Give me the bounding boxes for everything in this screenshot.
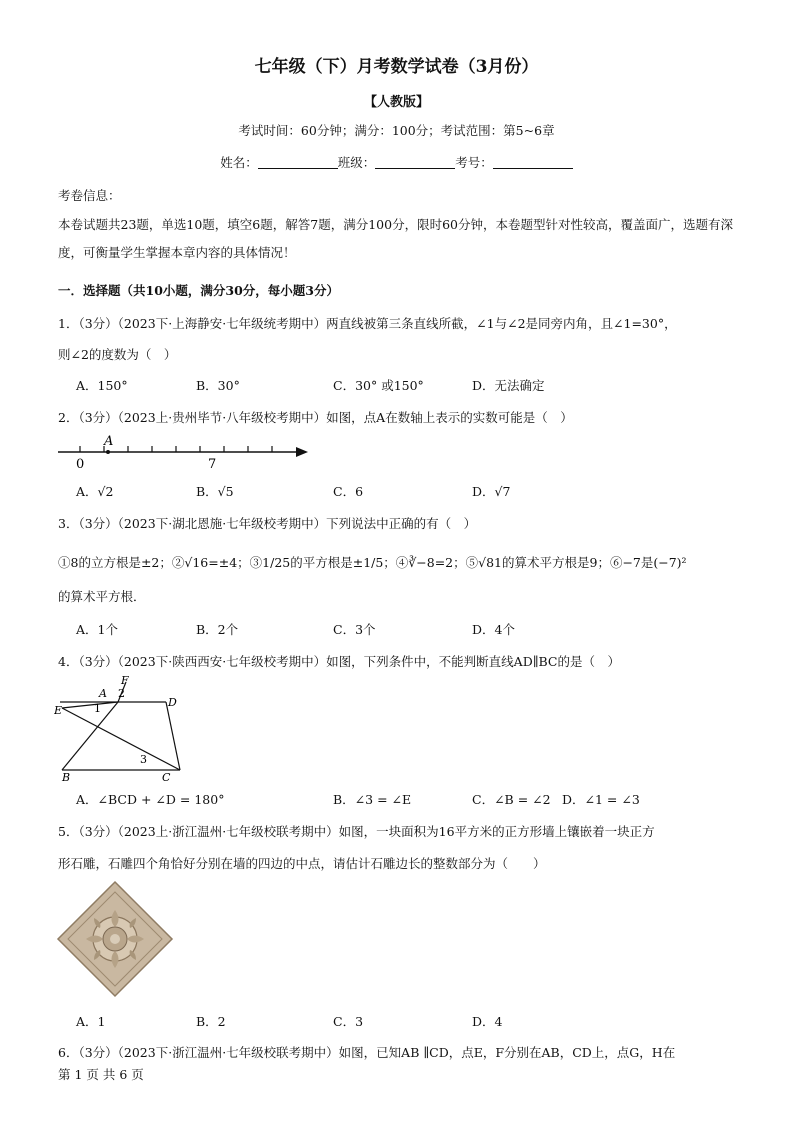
q5-option-b: B．2 bbox=[196, 1014, 226, 1029]
vertex-d-label: D bbox=[168, 696, 177, 709]
vertex-f-label: F bbox=[121, 674, 129, 687]
q3-statements-line1: ①8的立方根是±2；②√16=±4；③1/25的平方根是±1/5；④∛−8=2；⑤√81的算术平方根是9；⑥−7是(−7)² bbox=[58, 555, 687, 570]
vertex-c-label: C bbox=[162, 771, 171, 782]
page-footer: 第 1 页 共 6 页 bbox=[58, 1067, 144, 1082]
intro-text: 本卷试题共23题，单选10题，填空6题，解答7题，满分100分，限时60分钟，本卷题型针对性较高，覆盖面广，选题有深度，可衡量学生掌握本章内容的具体情况！ bbox=[58, 217, 733, 260]
q1-option-d: D．无法确定 bbox=[472, 378, 545, 393]
q2-stem: 2．（3分）（2023上·贵州毕节·八年级校考期中）如图，点A在数轴上表示的实数可能是（ ） bbox=[58, 410, 573, 425]
number-blank bbox=[493, 156, 573, 169]
point-a-dot bbox=[106, 450, 110, 454]
q4-option-d: D．∠1 = ∠3 bbox=[562, 792, 640, 807]
vertex-a-label: A bbox=[99, 687, 107, 700]
q5-option-d: D．4 bbox=[472, 1014, 503, 1029]
q3-stem: 3．（3分）（2023下·湖北恩施·七年级校考期中）下列说法中正确的有（ ） bbox=[58, 516, 477, 531]
q2-option-c: C．6 bbox=[333, 484, 364, 499]
name-blank bbox=[258, 156, 338, 169]
trapezoid-figure bbox=[54, 674, 184, 782]
q4-option-c: C．∠B = ∠2 bbox=[472, 792, 551, 807]
vertex-b-label: B bbox=[62, 771, 71, 782]
q3-option-b: B．2个 bbox=[196, 622, 239, 637]
arrow-icon bbox=[296, 447, 308, 457]
q3-statements-line2: 的算术平方根． bbox=[58, 589, 146, 604]
intro-heading: 考卷信息： bbox=[58, 188, 121, 203]
q6-stem-line1: 6．（3分）（2023下·浙江温州·七年级校联考期中）如图，已知AB ∥CD，点E，F分别在AB，CD上，点G，H在 bbox=[58, 1045, 676, 1060]
angle-1-label: 1 bbox=[94, 702, 101, 715]
tick-label-7: 7 bbox=[208, 457, 217, 472]
q2-option-a: A．√2 bbox=[76, 484, 114, 499]
page-title: 七年级（下）月考数学试卷（3月份） bbox=[254, 57, 539, 77]
tick-label-0: 0 bbox=[76, 457, 85, 472]
edition-label: 【人教版】 bbox=[363, 95, 429, 110]
vertex-e-label: E bbox=[54, 704, 63, 717]
q1-option-a: A．150° bbox=[76, 378, 128, 393]
point-a-label: A bbox=[104, 434, 114, 449]
angle-3-label: 3 bbox=[140, 753, 147, 766]
student-info-line bbox=[0, 153, 793, 171]
q3-option-d: D．4个 bbox=[472, 622, 515, 637]
q4-option-b: B．∠3 = ∠E bbox=[333, 792, 412, 807]
number-line-figure bbox=[56, 432, 316, 472]
q5-option-c: C．3 bbox=[333, 1014, 364, 1029]
stone-carving-image bbox=[56, 880, 174, 998]
q3-option-c: C．3个 bbox=[333, 622, 376, 637]
q5-stem-line1: 5．（3分）（2023上·浙江温州·七年级校联考期中）如图，一块面积为16平方米的正方形墙上镶嵌着一块正方 bbox=[58, 824, 655, 839]
q5-stem-line2: 形石雕，石雕四个角恰好分别在墙的四边的中点，请估计石雕边长的整数部分为（ ） bbox=[58, 856, 546, 871]
class-blank bbox=[375, 156, 455, 169]
angle-2-label: 2 bbox=[118, 687, 125, 700]
q1-stem-line2: 则∠2的度数为（ ） bbox=[58, 347, 177, 362]
q3-option-a: A．1个 bbox=[76, 622, 118, 637]
q5-option-a: A．1 bbox=[76, 1014, 106, 1029]
q4-option-a: A．∠BCD + ∠D = 180° bbox=[76, 792, 225, 807]
class-label: 班级： bbox=[337, 155, 376, 170]
q2-option-d: D．√7 bbox=[472, 484, 511, 499]
q1-stem-line1: 1．（3分）（2023下·上海静安·七年级统考期中）两直线被第三条直线所截，∠1与∠2是同旁内角，且∠1=30°， bbox=[58, 316, 677, 331]
q2-option-b: B．√5 bbox=[196, 484, 234, 499]
number-label: 考号： bbox=[455, 155, 493, 170]
q4-stem: 4．（3分）（2023下·陕西西安·七年级校考期中）如图，下列条件中，不能判断直线AD∥BC的是（ ） bbox=[58, 654, 620, 669]
q1-option-b: B．30° bbox=[196, 378, 240, 393]
name-label: 姓名： bbox=[220, 155, 258, 170]
section-title: 一．选择题（共10小题，满分30分，每小题3分） bbox=[58, 283, 339, 298]
exam-info: 考试时间：60分钟；满分：100分；考试范围：第5~6章 bbox=[238, 123, 555, 138]
q1-option-c: C．30° 或150° bbox=[333, 378, 424, 393]
